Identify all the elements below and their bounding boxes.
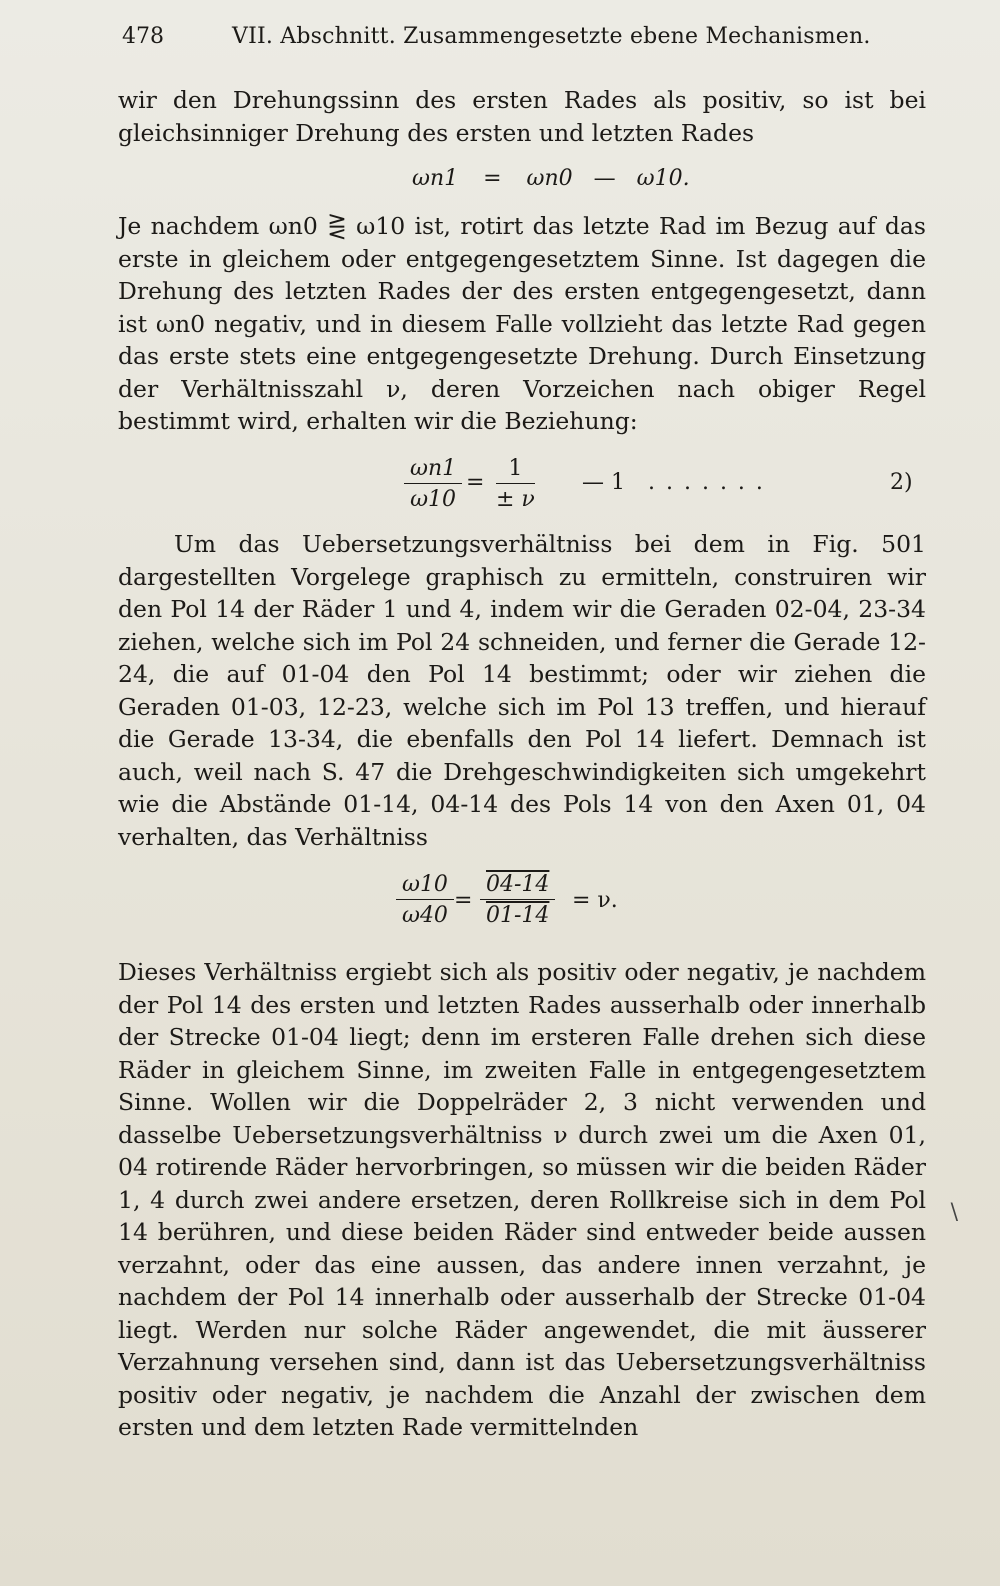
eq1-term1: ωn0 (526, 166, 573, 191)
eq2-minus-one: — 1 (582, 470, 625, 495)
eq2-fraction-right (496, 456, 535, 512)
equation-3 (396, 872, 696, 944)
eq2-numerator: ωn1 (404, 456, 462, 484)
eq2-fraction-left (404, 456, 462, 512)
running-title: VII. Abschnitt. Zusammengesetzte ebene Mechanismen. (232, 24, 871, 49)
eq2-numerator-right: 1 (496, 456, 535, 484)
eq2-equals: = (466, 470, 485, 495)
page-number: 478 (122, 24, 164, 49)
eq3-numerator: ω10 (396, 872, 454, 900)
eq3-denominator-right: 01-14 (486, 903, 550, 928)
paragraph-text: Um das Uebersetzungsverhältniss bei dem in Fig. 501 dargestellten Vorgelege graphisch zu ermitteln, construiren wir den Pol 14 der Räder 1 und 4, indem wir die Geraden 02-04, 23-34 ziehen, welche sich im Pol 24 schneiden, und ferner die Gerade 12-24, die auf 01-04 den Pol 14 bestimmt; oder wir ziehen die Geraden 01-03, 12-23, welche sich im Pol 13 treffen, und hierauf die Gerade 13-34, die ebenfalls den Pol 14 liefert. Demnach ist auch, weil nach S. 47 die Drehgeschwindigkeiten sich umgekehrt wie die Abstände 01-14, 04-14 des Pols 14 von den Axen 01, 04 verhalten, das Verhältniss (118, 530, 926, 851)
equation-1 (412, 166, 690, 191)
page-header (122, 24, 871, 58)
eq1-minus: — (593, 166, 616, 191)
paragraph-text: wir den Drehungssinn des ersten Rades als positiv, so ist bei gleichsinniger Drehung des ersten und letzten Rades (118, 86, 926, 147)
eq3-equals: = (454, 888, 473, 913)
eq2-denominator-right: ± ν (496, 487, 535, 512)
paragraph-1 (118, 84, 926, 149)
eq2-number: 2) (890, 470, 913, 495)
eq2-denominator: ω10 (410, 487, 457, 512)
equation-2 (404, 456, 924, 522)
eq1-equals: = (483, 166, 502, 191)
eq3-numerator-right: 04-14 (480, 872, 555, 900)
paragraph-2 (118, 210, 926, 438)
eq1-term2: ω10. (636, 166, 690, 191)
eq2-leader-dots: . . . . . . . (648, 470, 765, 495)
paragraph-4 (118, 956, 926, 1444)
eq3-denominator: ω40 (402, 903, 448, 928)
eq1-lhs: ωn1 (412, 166, 459, 191)
margin-pencil-mark: \ (950, 1200, 958, 1225)
eq3-fraction-left (396, 872, 454, 928)
paragraph-text: Je nachdem ωn0 ⋛ ω10 ist, rotirt das letzte Rad im Bezug auf das erste in gleichem oder entgegengesetztem Sinne. Ist dagegen die Drehung des letzten Rades der des ersten entgegengesetzt, dann ist ωn0 negativ, und in diesem Falle vollzieht das letzte Rad gegen das erste stets eine entgegengesetzte Drehung. Durch Einsetzung der Verhältnisszahl ν, deren Vorzeichen nach obiger Regel bestimmt wird, erhalten wir die Beziehung: (118, 212, 926, 435)
eq3-fraction-right (480, 872, 555, 928)
paragraph-3 (118, 528, 926, 853)
paragraph-text: Dieses Verhältniss ergiebt sich als positiv oder negativ, je nachdem der Pol 14 des ersten und letzten Rades ausserhalb oder innerhalb der Strecke 01-04 liegt; denn im ersteren Falle drehen sich diese Räder in gleichem Sinne, im zweiten Falle in entgegengesetztem Sinne. Wollen wir die Doppelräder 2, 3 nicht verwenden und dasselbe Uebersetzungsverhältniss ν durch zwei um die Axen 01, 04 rotirende Räder hervorbringen, so müssen wir die beiden Räder 1, 4 durch zwei andere ersetzen, deren Rollkreise sich in dem Pol 14 berühren, und diese beiden Räder sind entweder beide aussen verzahnt, oder das eine aussen, das andere innen verzahnt, je nachdem der Pol 14 innerhalb oder ausserhalb der Strecke 01-04 liegt. Werden nur solche Räder angewendet, die mit äusserer Verzahnung versehen sind, dann ist das Uebersetzungsverhältniss positiv oder negativ, je nachdem die Anzahl der zwischen dem ersten und dem letzten Rade vermittelnden (118, 958, 926, 1441)
eq3-result: = ν. (572, 888, 618, 913)
